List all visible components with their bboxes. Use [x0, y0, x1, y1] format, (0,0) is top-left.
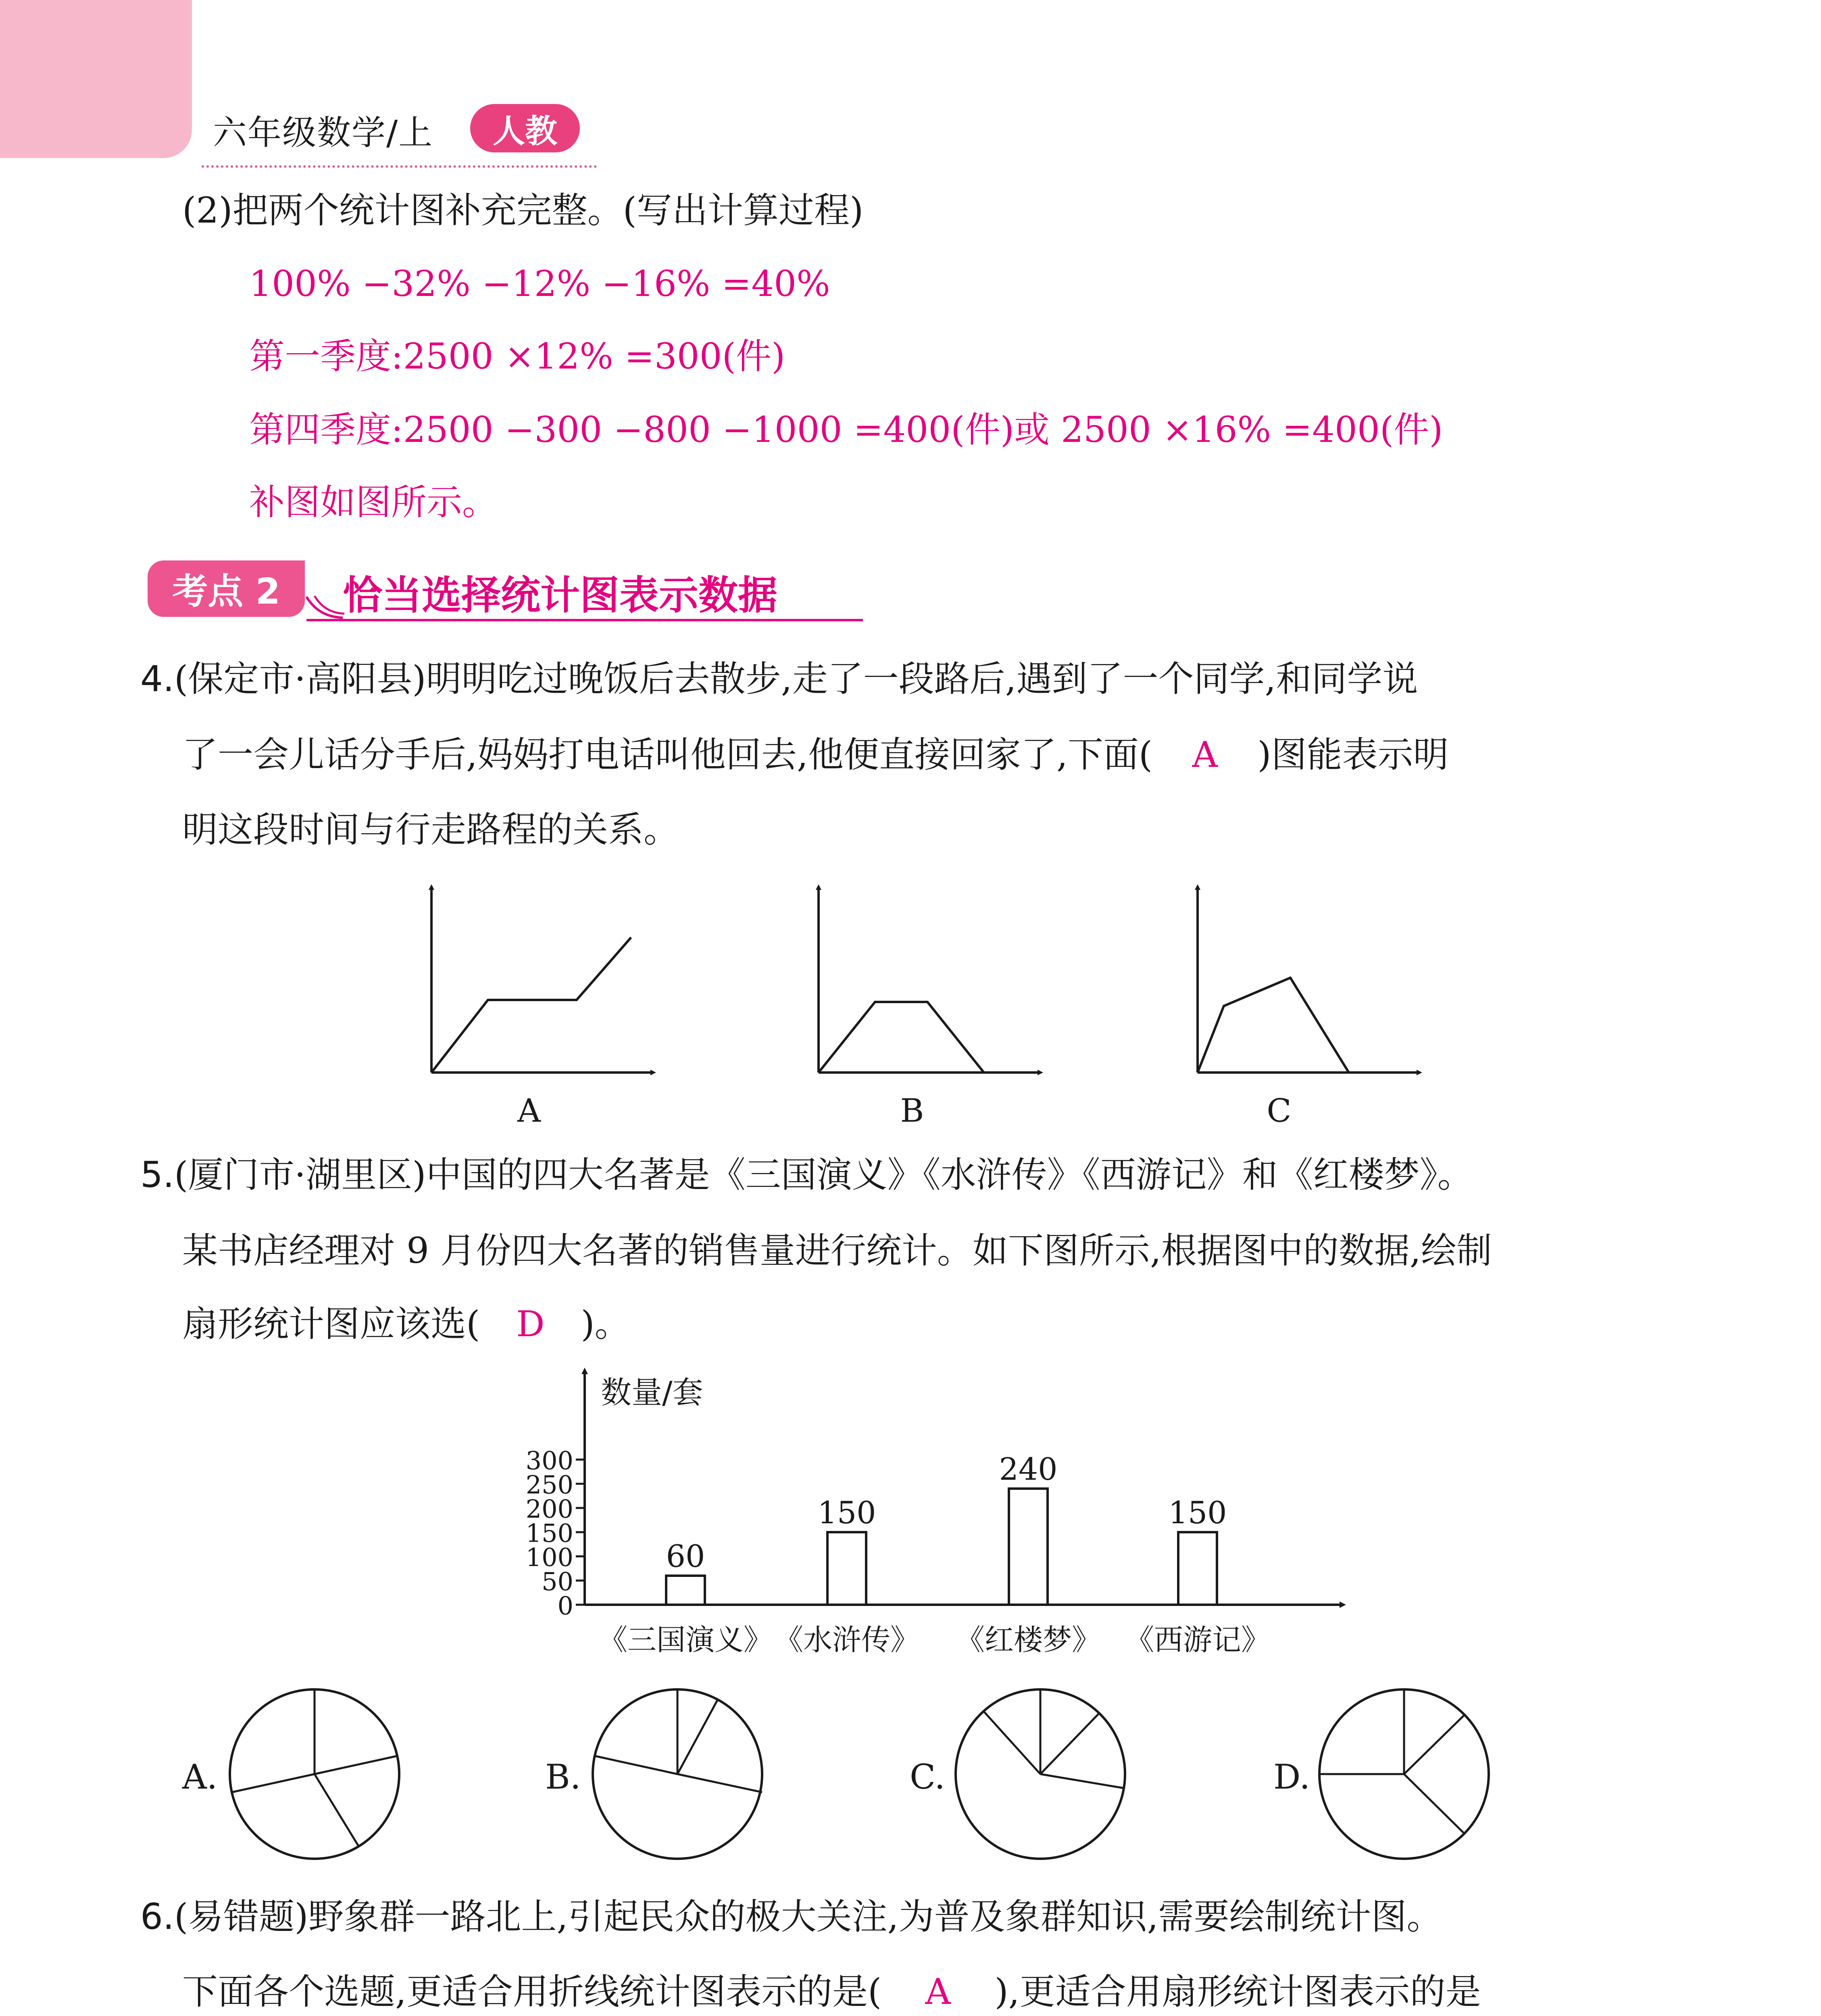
chart-ylabel: 数量/套	[601, 1375, 703, 1410]
q6-line-1	[140, 1896, 1442, 1937]
q5-text-3a: 扇形统计图应该选(	[182, 1303, 480, 1345]
q5-option-b-label[interactable]: B.	[545, 1757, 581, 1797]
q5-text-3b: )。	[581, 1303, 630, 1345]
q4-text-1: (保定市·高阳县)明明吃过晚饭后去散步,走了一段路后,遇到了一个同学,和同学说	[174, 658, 1418, 700]
q6-text-1: (易错题)野象群一路北上,引起民众的极大关注,为普及象群知识,需要绘制统计图。	[174, 1896, 1442, 1937]
chart-category-label: 《三国演义》	[598, 1623, 773, 1657]
q4-line-1	[140, 658, 1418, 700]
q4-line-3: 明这段时间与行走路程的关系。	[182, 809, 679, 850]
chart-bar-value-label: 240	[999, 1451, 1058, 1487]
pie-option-c[interactable]	[952, 1685, 1129, 1863]
q4-line-2	[182, 734, 1449, 775]
graph-a	[431, 887, 653, 1073]
q5-option-a-label[interactable]: A.	[182, 1757, 218, 1797]
chart-bar	[1178, 1532, 1217, 1605]
q6-text-2a: 下面各个选题,更适合用折线统计图表示的是(	[182, 1971, 882, 2012]
section-deco-icon	[302, 593, 347, 621]
q3-answer-line-4: 补图如图所示。	[249, 481, 498, 523]
header-tab	[0, 0, 192, 158]
q5-text-1: (厦门市·湖里区)中国的四大名著是《三国演义》《水浒传》《西游记》和《红楼梦》。	[174, 1154, 1473, 1195]
pie-option-d[interactable]	[1315, 1685, 1493, 1863]
graph-label-c: C	[1267, 1092, 1292, 1129]
chart-ytick-label: 100	[525, 1543, 573, 1572]
q5-line-3	[182, 1303, 630, 1345]
q6-line-2	[182, 1971, 1481, 2012]
q3-answer-line-3: 第四季度:2500 −300 −800 −1000 =400(件)或 2500 ×16% =400(件)	[249, 409, 1443, 450]
chart-bar-value-label: 150	[1168, 1495, 1227, 1531]
section-title: 恰当选择统计图表示数据	[343, 573, 778, 619]
section-underline	[306, 619, 863, 621]
q3-answer-line-2: 第一季度:2500 ×12% =300(件)	[249, 335, 785, 377]
q3-answer-line-1: 100% −32% −12% −16% =40%	[249, 263, 830, 304]
q5-number: 5.	[140, 1154, 174, 1195]
header-divider	[202, 165, 597, 168]
pie-option-a[interactable]	[226, 1685, 403, 1863]
q6-answer-1: A	[925, 1971, 951, 2012]
pie-option-b[interactable]	[589, 1685, 766, 1863]
q3-part2-prompt: (2)把两个统计图补充完整。(写出计算过程)	[182, 190, 864, 231]
chart-bar	[1009, 1489, 1048, 1605]
chart-bar-value-label: 150	[817, 1495, 876, 1531]
q4-answer: A	[1192, 734, 1218, 775]
graph-c	[1198, 887, 1419, 1073]
q5-line-1	[140, 1154, 1473, 1195]
bar-chart	[516, 1363, 1363, 1673]
chart-ytick-label: 200	[525, 1494, 573, 1524]
chart-bar	[666, 1576, 705, 1605]
q4-number: 4.	[140, 658, 174, 700]
q5-answer: D	[516, 1303, 545, 1345]
chart-ytick-label: 50	[542, 1567, 573, 1596]
q5-line-2: 某书店经理对 9 月份四大名著的销售量进行统计。如下图所示,根据图中的数据,绘制	[182, 1230, 1492, 1271]
q6-number: 6.	[140, 1896, 174, 1937]
chart-category-label: 《水浒传》	[774, 1623, 920, 1657]
chart-category-label: 《西游记》	[1125, 1623, 1271, 1657]
header-badge: 人教	[470, 104, 580, 152]
chart-ytick-label: 0	[557, 1591, 573, 1620]
section-badge: 考点 2	[148, 560, 305, 617]
chart-ytick-label: 250	[525, 1470, 573, 1500]
q4-graphs	[403, 875, 1468, 1101]
q4-text-2b: )图能表示明	[1257, 734, 1449, 775]
chart-ytick-label: 150	[525, 1518, 573, 1548]
chart-bar	[827, 1532, 866, 1605]
q6-text-2b: ),更适合用扇形统计图表示的是	[994, 1971, 1481, 2012]
q5-option-d-label[interactable]: D.	[1273, 1757, 1311, 1797]
graph-label-a: A	[517, 1092, 541, 1129]
q4-text-2a: 了一会儿话分手后,妈妈打电话叫他回去,他便直接回家了,下面(	[182, 734, 1153, 775]
header-title: 六年级数学/上	[213, 113, 433, 152]
chart-category-label: 《红楼梦》	[955, 1623, 1101, 1657]
graph-label-b: B	[900, 1092, 924, 1129]
chart-bar-value-label: 60	[666, 1538, 705, 1574]
chart-ytick-label: 300	[525, 1446, 573, 1475]
graph-b	[819, 887, 1040, 1073]
q5-option-c-label[interactable]: C.	[910, 1757, 945, 1797]
